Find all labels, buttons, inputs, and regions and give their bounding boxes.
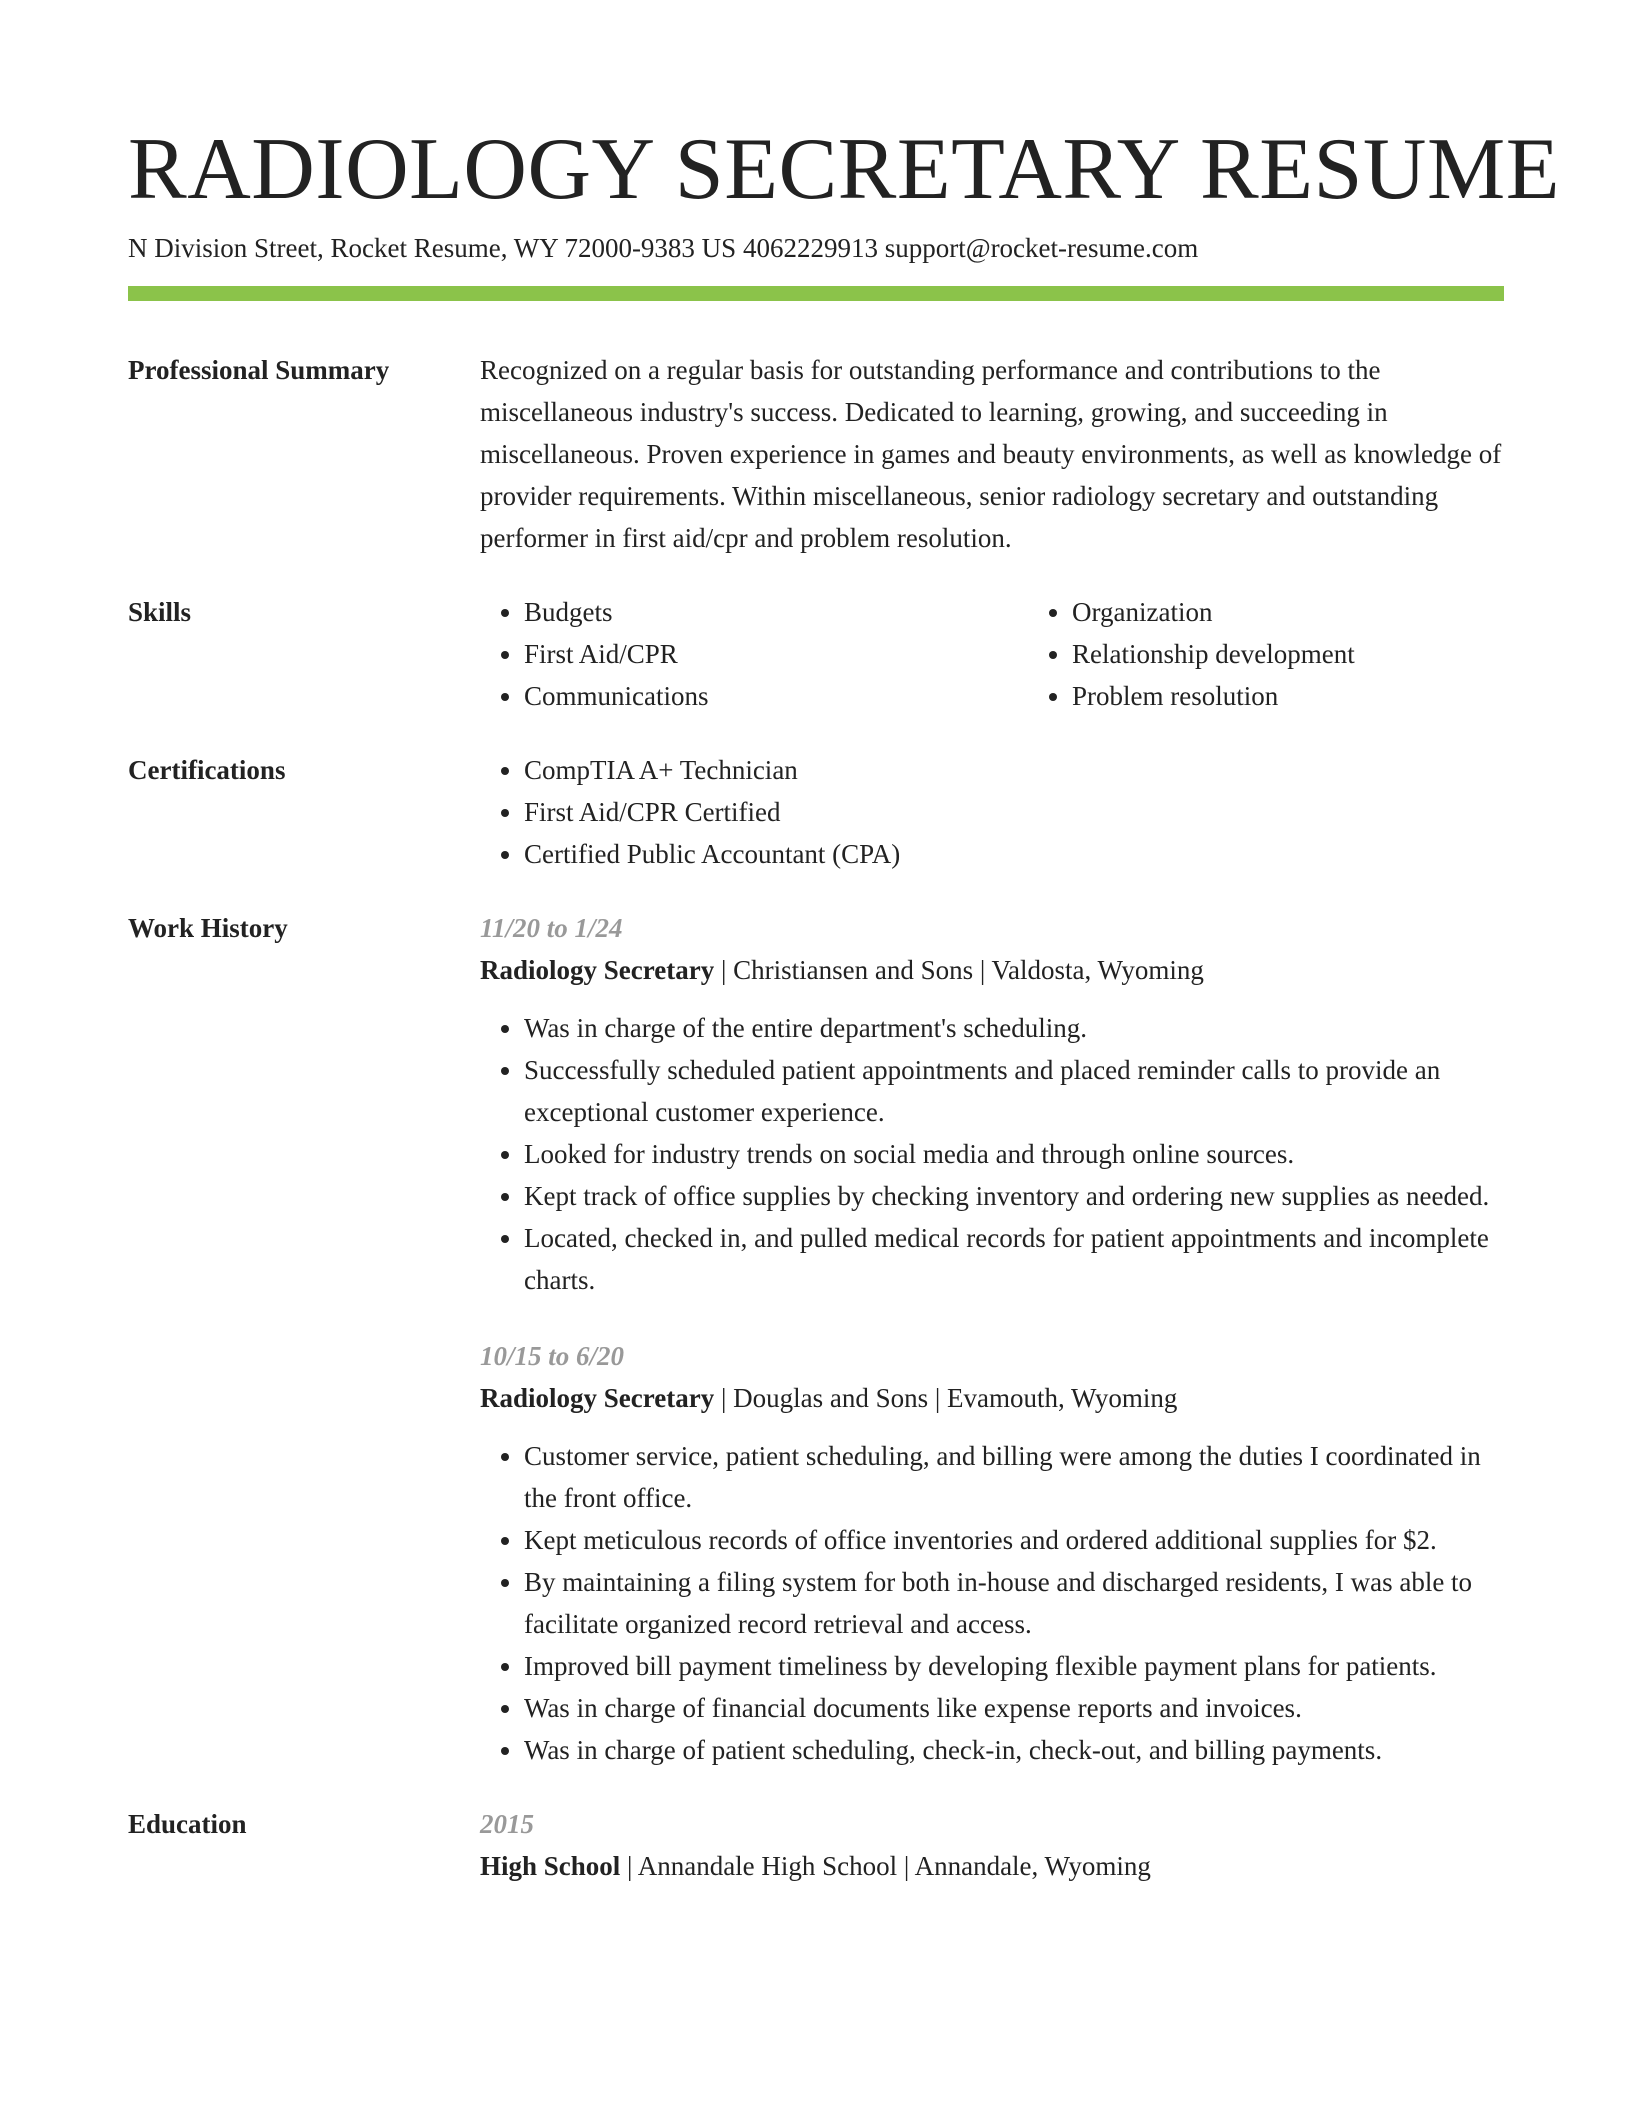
section-summary — [128, 349, 1504, 559]
certification-item: • CompTIA A+ Technician — [524, 749, 1504, 791]
section-label-summary: Professional Summary — [128, 355, 390, 385]
resume-page — [128, 120, 1560, 1887]
job-details: | Christiansen and Sons | Valdosta, Wyoming — [714, 955, 1204, 985]
skills-list-right — [1028, 591, 1576, 717]
skill-item: • First Aid/CPR — [524, 633, 1028, 675]
job-title: Radiology Secretary — [480, 1383, 715, 1413]
job-bullet: • Kept track of office supplies by checking inventory and ordering new supplies as needed. — [524, 1175, 1504, 1217]
section-education — [128, 1803, 1504, 1887]
summary-content — [480, 349, 1504, 559]
work-history-content — [480, 907, 1504, 1771]
certifications-list — [480, 749, 1504, 875]
certifications-content — [480, 749, 1504, 875]
job-bullet: • Was in charge of the entire department's scheduling. — [524, 1007, 1504, 1049]
section-label-certifications: Certifications — [128, 755, 286, 785]
job-details: | Douglas and Sons | Evamouth, Wyoming — [714, 1383, 1178, 1413]
job-bullet: • Improved bill payment timeliness by developing flexible payment plans for patients. — [524, 1645, 1504, 1687]
education-content — [480, 1803, 1504, 1887]
skill-item: • Communications — [524, 675, 1028, 717]
section-label-skills: Skills — [128, 597, 192, 627]
job-bullets — [480, 1007, 1504, 1301]
job-role-line — [480, 949, 1504, 991]
education-dates: 2015 — [480, 1809, 534, 1839]
skills-content — [480, 591, 1576, 717]
section-skills — [128, 591, 1504, 717]
education-title: High School — [480, 1851, 621, 1881]
section-certifications — [128, 749, 1504, 875]
skills-list-left — [480, 591, 1028, 717]
contact-line: N Division Street, Rocket Resume, WY 72000-9383 US 4062229913 support@rocket-resume.com — [128, 233, 1199, 263]
resume-title: RADIOLOGY SECRETARY RESUME — [128, 121, 1560, 218]
job-role-line — [480, 1377, 1504, 1419]
skill-item: • Budgets — [524, 591, 1028, 633]
job-bullet: • Located, checked in, and pulled medical records for patient appointments and incomplete charts. — [524, 1217, 1504, 1301]
job-bullet: • By maintaining a filing system for both in-house and discharged residents, I was able to facilitate organized record retrieval and access. — [524, 1561, 1504, 1645]
job-bullet: • Kept meticulous records of office inventories and ordered additional supplies for $2. — [524, 1519, 1504, 1561]
summary-text: Recognized on a regular basis for outstanding performance and contributions to the miscellaneous industry's success. Dedicated to learning, growing, and succeeding in miscellaneous. Proven experience in games and beauty environments, as well as knowledge of provider requirements. Within miscellaneous, senior radiology secretary and outstanding performer in first aid/cpr and problem resolution. — [480, 355, 1502, 553]
job-bullet: • Customer service, patient scheduling, and billing were among the duties I coordinated in the front office. — [524, 1435, 1504, 1519]
job-title: Radiology Secretary — [480, 955, 715, 985]
job-bullet: • Successfully scheduled patient appointments and placed reminder calls to provide an exceptional customer experience. — [524, 1049, 1504, 1133]
section-label-work-history: Work History — [128, 913, 288, 943]
education-details: | Annandale High School | Annandale, Wyoming — [620, 1851, 1151, 1881]
skill-item: • Problem resolution — [1072, 675, 1576, 717]
skill-item: • Relationship development — [1072, 633, 1576, 675]
job-bullet: • Looked for industry trends on social media and through online sources. — [524, 1133, 1504, 1175]
job-entry — [480, 1335, 1504, 1771]
education-line — [480, 1845, 1504, 1887]
job-dates: 11/20 to 1/24 — [480, 913, 623, 943]
certification-item: • First Aid/CPR Certified — [524, 791, 1504, 833]
job-bullet: • Was in charge of financial documents like expense reports and invoices. — [524, 1687, 1504, 1729]
job-entry — [480, 907, 1504, 1301]
section-label-education: Education — [128, 1809, 247, 1839]
accent-divider — [128, 286, 1504, 301]
job-bullet: • Was in charge of patient scheduling, check-in, check-out, and billing payments. — [524, 1729, 1504, 1771]
skill-item: • Organization — [1072, 591, 1576, 633]
job-dates: 10/15 to 6/20 — [480, 1341, 625, 1371]
section-work-history — [128, 907, 1504, 1771]
job-bullets — [480, 1435, 1504, 1771]
certification-item: • Certified Public Accountant (CPA) — [524, 833, 1504, 875]
